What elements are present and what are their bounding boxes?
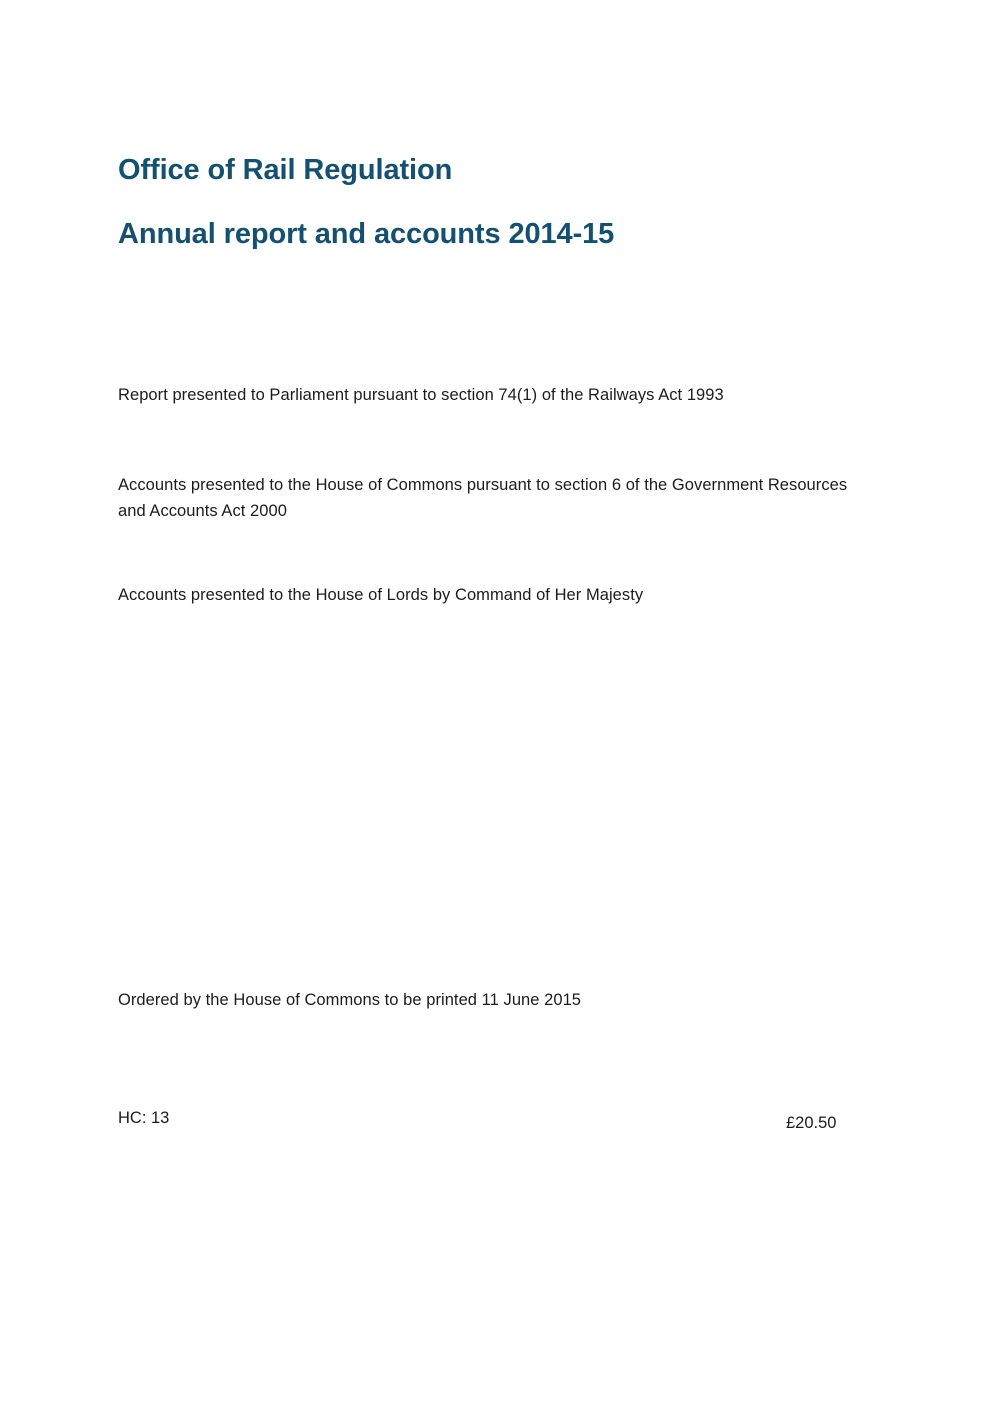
- page-subtitle: Annual report and accounts 2014-15: [118, 218, 615, 250]
- statement-ordered-print: Ordered by the House of Commons to be printed 11 June 2015: [118, 990, 582, 1009]
- title-block: [118, 152, 878, 252]
- page-title: Office of Rail Regulation: [118, 154, 453, 186]
- statement-lords: Accounts presented to the House of Lords by Command of Her Majesty: [118, 585, 644, 604]
- statement-parliament: Report presented to Parliament pursuant to section 74(1) of the Railways Act 1993: [118, 385, 724, 404]
- price-label: £20.50: [786, 1114, 837, 1132]
- footer-row: [118, 1105, 878, 1145]
- statement-commons: Accounts presented to the House of Commons pursuant to section 6 of the Government Resources and Accounts Act 2000: [118, 475, 848, 520]
- hc-number: HC: 13: [118, 1109, 170, 1127]
